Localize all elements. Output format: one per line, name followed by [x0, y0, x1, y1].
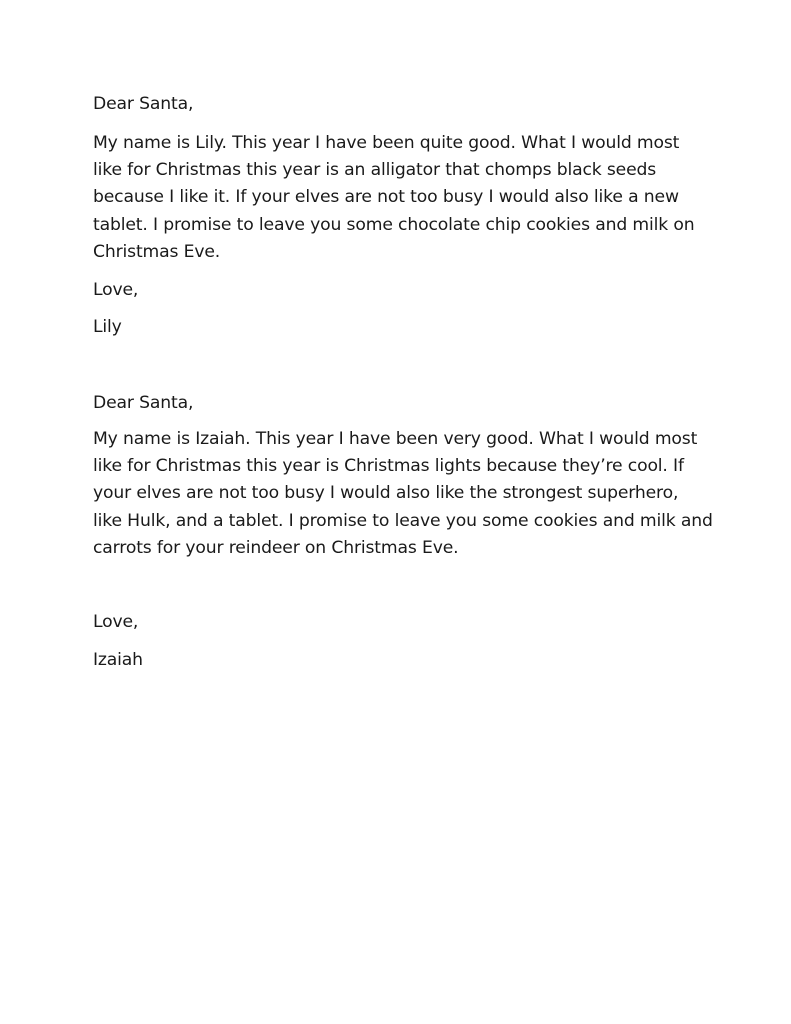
closing: Love,: [93, 280, 139, 300]
body-line: Christmas Eve.: [93, 241, 221, 262]
signature: Izaiah: [93, 650, 143, 670]
body-line: like for Christmas this year is an alligator that chomps black seeds: [93, 160, 657, 181]
letter-body: [93, 426, 713, 562]
body-line: your elves are not too busy I would also like the strongest superhero,: [93, 483, 679, 504]
body-line: tablet. I promise to leave you some chocolate chip cookies and milk on: [93, 214, 695, 235]
closing: Love,: [93, 612, 139, 632]
salutation: Dear Santa,: [93, 94, 194, 114]
letter-body: [93, 130, 693, 266]
body-line: because I like it. If your elves are not too busy I would also like a new: [93, 187, 679, 208]
body-line: like for Christmas this year is Christmas lights because they’re cool. If: [93, 456, 684, 477]
body-line: My name is Lily. This year I have been quite good. What I would most: [93, 133, 680, 153]
body-line: like Hulk, and a tablet. I promise to leave you some cookies and milk and: [93, 510, 713, 531]
salutation: Dear Santa,: [93, 393, 194, 413]
body-line: My name is Izaiah. This year I have been very good. What I would most: [93, 429, 698, 449]
body-line: carrots for your reindeer on Christmas Eve.: [93, 537, 459, 558]
signature: Lily: [93, 317, 122, 337]
